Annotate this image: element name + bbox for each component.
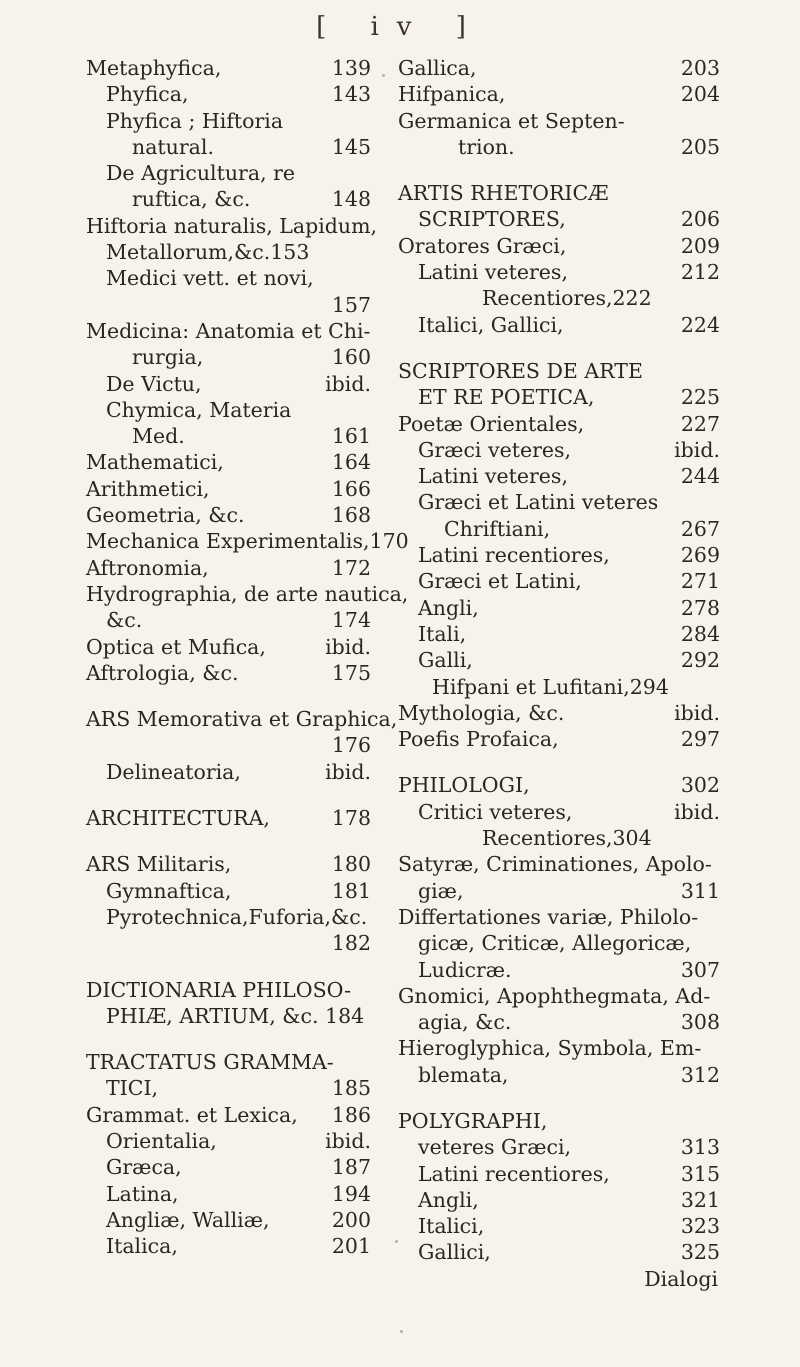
entry-page-number: 204	[680, 82, 720, 107]
entry-page-number: 278	[680, 595, 720, 620]
index-entry	[398, 957, 720, 983]
index-entry	[86, 977, 371, 1003]
entry-page-number: 269	[680, 543, 720, 568]
index-entry	[398, 726, 720, 752]
entry-page-number: 315	[680, 1161, 720, 1186]
entry-label: blemata,	[418, 1062, 509, 1087]
entry-page-number: 200	[331, 1207, 371, 1232]
entry-label: Hieroglyphica, Symbola, Em-	[398, 1036, 702, 1061]
index-entry	[86, 423, 371, 449]
entry-label: Phyfica,	[106, 82, 189, 107]
entry-page-number: ibid.	[325, 371, 371, 396]
index-entry	[398, 1108, 720, 1134]
index-entry	[86, 1207, 371, 1233]
entry-label: POLYGRAPHI,	[398, 1108, 548, 1133]
index-entry	[86, 1102, 371, 1128]
entry-label: Pyrotechnica,Fuforia,&c.	[106, 904, 368, 929]
entry-label: Gnomici, Apophthegmata, Ad-	[398, 983, 711, 1008]
index-entry	[86, 55, 371, 81]
index-entry	[86, 930, 371, 956]
entry-label: Optica et Mufica,	[86, 634, 266, 659]
entry-label: Græci et Latini,	[418, 569, 582, 594]
index-entry	[398, 489, 720, 515]
entry-label: agia, &c.	[418, 1010, 512, 1035]
entry-page-number: 224	[680, 312, 720, 337]
entry-page-number: 145	[331, 134, 371, 159]
page-header: [ iv ]	[316, 12, 484, 42]
entry-page-number: 139	[331, 56, 371, 80]
index-entry	[86, 1049, 371, 1075]
entry-label: Italici, Gallici,	[418, 312, 564, 337]
left-column	[86, 55, 409, 1259]
entry-label: Græci et Latini veteres	[418, 490, 659, 515]
entry-page-number: 148	[331, 187, 371, 212]
paper-speck	[400, 1330, 403, 1333]
entry-label: Medici vett. et novi,	[106, 266, 314, 291]
index-entry	[398, 384, 720, 410]
index-entry	[398, 81, 720, 107]
entry-label: Latini recentiores,	[418, 1161, 610, 1186]
entry-label: Galli,	[418, 648, 473, 673]
paper-speck	[382, 74, 385, 77]
entry-label: Phyfica ; Hiftoria	[106, 108, 284, 133]
entry-page-number: 209	[680, 233, 720, 258]
entry-label: rurgia,	[132, 345, 204, 370]
entry-label: Med.	[132, 424, 185, 449]
index-entry	[398, 411, 720, 437]
entry-page-number: 225	[680, 385, 720, 410]
entry-label: Hydrographia, de arte nautica,	[86, 581, 409, 606]
index-entry	[398, 516, 720, 542]
entry-label: Hifpani et Lufitani,294	[432, 674, 669, 699]
entry-label: Italica,	[106, 1234, 178, 1259]
entry-label: Angliæ, Walliæ,	[106, 1207, 270, 1232]
entry-page-number: 143	[331, 82, 371, 107]
index-entry	[86, 634, 371, 660]
entry-page-number: 313	[680, 1135, 720, 1160]
entry-label: Oratores Græci,	[398, 233, 567, 258]
catchword: Dialogi	[644, 1266, 718, 1291]
index-entry	[86, 186, 371, 212]
index-entry	[398, 595, 720, 621]
section-gap	[86, 831, 371, 851]
index-entry	[86, 108, 371, 134]
entry-label: Latini veteres,	[418, 464, 568, 489]
index-entry	[398, 930, 720, 956]
entry-label: De Victu,	[106, 371, 202, 396]
entry-label: Germanica et Septen-	[398, 108, 625, 133]
entry-page-number: 308	[680, 1010, 720, 1035]
index-entry	[398, 180, 720, 206]
index-entry	[86, 1181, 371, 1207]
entry-label: DICTIONARIA PHILOSO-	[86, 977, 352, 1002]
entry-page-number: 311	[680, 878, 720, 903]
index-entry	[398, 772, 720, 798]
entry-page-number: 244	[680, 464, 720, 489]
index-entry	[86, 265, 371, 291]
entry-label: Metallorum,&c.153	[106, 240, 310, 265]
index-entry	[398, 285, 720, 311]
paper-speck	[395, 1240, 398, 1243]
entry-label: Latini recentiores,	[418, 543, 610, 568]
entry-page-number: 157	[331, 292, 371, 317]
entry-page-number: 194	[331, 1181, 371, 1206]
entry-label: Itali,	[418, 621, 467, 646]
index-entry	[86, 502, 371, 528]
index-entry	[398, 1009, 720, 1035]
index-entry	[86, 706, 398, 732]
entry-page-number: ibid.	[325, 759, 371, 784]
entry-label: ARS Militaris,	[86, 852, 232, 877]
entry-page-number: 172	[331, 555, 371, 580]
entry-label: Latini veteres,	[418, 260, 568, 285]
entry-page-number: 166	[331, 476, 371, 501]
entry-label: Gallici,	[418, 1240, 491, 1265]
index-entry	[86, 528, 409, 554]
index-entry	[398, 134, 720, 160]
index-entry	[86, 160, 371, 186]
index-entry	[398, 312, 720, 338]
entry-label: trion.	[458, 134, 515, 159]
entry-label: Angli,	[418, 595, 479, 620]
index-entry	[398, 206, 720, 232]
index-entry	[86, 397, 371, 423]
entry-page-number: 321	[680, 1187, 720, 1212]
entry-label: ARS Memorativa et Graphica,	[86, 707, 398, 732]
entry-label: Mechanica Experimentalis,170	[86, 529, 409, 554]
entry-label: Recentiores,304	[482, 826, 652, 851]
index-entry	[398, 983, 720, 1009]
index-entry	[86, 134, 371, 160]
entry-page-number: 227	[680, 411, 720, 436]
entry-label: Angli,	[418, 1187, 479, 1212]
section-gap	[86, 1029, 371, 1049]
index-entry	[398, 358, 720, 384]
index-entry	[398, 674, 720, 700]
index-entry	[398, 108, 720, 134]
index-entry	[86, 805, 371, 831]
entry-page-number: ibid.	[674, 437, 720, 462]
entry-label: gicæ, Criticæ, Allegoricæ,	[418, 931, 692, 956]
entry-page-number: 284	[680, 621, 720, 646]
index-entry	[398, 568, 720, 594]
right-column	[398, 55, 720, 1292]
index-entry	[86, 581, 409, 607]
entry-page-number: 206	[680, 207, 720, 232]
entry-page-number: 175	[331, 660, 371, 685]
entry-page-number: 181	[331, 878, 371, 903]
index-entry	[86, 555, 371, 581]
entry-page-number: 205	[680, 134, 720, 159]
index-entry	[398, 233, 720, 259]
section-gap	[86, 686, 371, 706]
section-gap	[86, 785, 371, 805]
index-entry	[398, 851, 720, 877]
entry-label: De Agricultura, re	[106, 161, 296, 186]
index-entry	[86, 660, 371, 686]
entry-label: Delineatoria,	[106, 759, 241, 784]
entry-label: Italici,	[418, 1214, 485, 1239]
entry-label: Hiftoria naturalis, Lapidum,	[86, 213, 378, 238]
index-entry	[398, 1161, 720, 1187]
entry-label: Differtationes variæ, Philolo-	[398, 904, 699, 929]
entry-page-number: ibid.	[325, 1128, 371, 1153]
entry-page-number: 201	[331, 1234, 371, 1259]
entry-page-number: 187	[331, 1155, 371, 1180]
entry-label: Grammat. et Lexica,	[86, 1102, 298, 1127]
index-entry	[86, 292, 371, 318]
section-gap	[398, 338, 720, 358]
entry-page-number: 212	[680, 260, 720, 285]
entry-page-number: 312	[680, 1062, 720, 1087]
index-entry	[398, 1035, 720, 1061]
entry-label: ARTIS RHETORICÆ	[398, 181, 609, 206]
entry-page-number: 160	[331, 345, 371, 370]
index-entry	[398, 1187, 720, 1213]
index-entry	[86, 239, 371, 265]
entry-page-number: 307	[680, 957, 720, 982]
index-entry	[398, 700, 720, 726]
entry-page-number: 203	[680, 56, 720, 80]
index-entry	[398, 1062, 720, 1088]
entry-label: Geometria, &c.	[86, 503, 245, 528]
index-entry	[398, 542, 720, 568]
entry-label: SCRIPTORES DE ARTE	[398, 358, 643, 383]
entry-label: ET RE POETICA,	[418, 385, 595, 410]
entry-label: &c.	[106, 608, 143, 633]
index-entry	[86, 1154, 371, 1180]
entry-label: Critici veteres,	[418, 799, 573, 824]
entry-page-number: 185	[331, 1076, 371, 1101]
entry-page-number: 186	[331, 1102, 371, 1127]
section-gap	[398, 1088, 720, 1108]
index-entry	[398, 878, 720, 904]
index-entry	[86, 449, 371, 475]
entry-label: Orientalia,	[106, 1128, 217, 1153]
entry-page-number: ibid.	[325, 634, 371, 659]
entry-page-number: 302	[680, 773, 720, 798]
index-entry	[86, 851, 371, 877]
entry-label: ARCHITECTURA,	[86, 806, 270, 831]
entry-label: Arithmetici,	[86, 476, 210, 501]
index-entry	[398, 647, 720, 673]
index-entry	[398, 825, 720, 851]
index-entry	[86, 81, 371, 107]
index-entry	[86, 904, 371, 930]
entry-label: TRACTATUS GRAMMA-	[86, 1050, 334, 1075]
entry-page-number: 168	[331, 503, 371, 528]
entry-label: ruftica, &c.	[132, 187, 251, 212]
index-entry	[86, 607, 371, 633]
index-entry	[398, 621, 720, 647]
entry-label: giæ,	[418, 878, 464, 903]
index-entry	[398, 437, 720, 463]
entry-label: SCRIPTORES,	[418, 207, 566, 232]
entry-label: Ludicræ.	[418, 957, 512, 982]
index-entry	[398, 799, 720, 825]
entry-label: Gallica,	[398, 56, 477, 80]
entry-label: Recentiores,222	[482, 286, 652, 311]
index-entry	[86, 318, 371, 344]
entry-label: Græci veteres,	[418, 437, 572, 462]
entry-page-number: 297	[680, 727, 720, 752]
index-entry	[86, 878, 371, 904]
index-entry	[86, 344, 371, 370]
entry-page-number: 174	[331, 608, 371, 633]
index-entry	[86, 1003, 371, 1029]
index-entry	[398, 259, 720, 285]
entry-page-number: 180	[331, 852, 371, 877]
section-gap	[398, 160, 720, 180]
entry-page-number: 292	[680, 648, 720, 673]
entry-page-number: 182	[331, 931, 371, 956]
index-entry	[86, 213, 378, 239]
index-entry	[86, 1128, 371, 1154]
index-entry	[398, 1239, 720, 1265]
entry-label: Poefis Profaica,	[398, 727, 559, 752]
index-entry	[398, 1213, 720, 1239]
entry-page-number: ibid.	[674, 799, 720, 824]
entry-page-number: 176	[331, 733, 371, 758]
entry-page-number: 267	[680, 516, 720, 541]
index-entry	[86, 371, 371, 397]
section-gap	[398, 752, 720, 772]
entry-label: Poetæ Orientales,	[398, 411, 585, 436]
entry-label: veteres Græci,	[418, 1135, 572, 1160]
entry-label: Aftronomia,	[86, 555, 209, 580]
entry-label: Chriftiani,	[444, 516, 551, 541]
entry-page-number: 164	[331, 450, 371, 475]
index-entry	[86, 1233, 371, 1259]
entry-label: Latina,	[106, 1181, 179, 1206]
index-entry	[398, 463, 720, 489]
entry-label: Græca,	[106, 1155, 182, 1180]
entry-page-number: 161	[331, 424, 371, 449]
entry-label: Gymnaftica,	[106, 878, 232, 903]
entry-label: natural.	[132, 134, 214, 159]
entry-page-number: ibid.	[674, 700, 720, 725]
index-entry	[398, 55, 720, 81]
entry-label: Mathematici,	[86, 450, 224, 475]
entry-label: Hifpanica,	[398, 82, 506, 107]
index-entry	[398, 1134, 720, 1160]
entry-label: Medicina: Anatomia et Chi-	[86, 318, 371, 343]
entry-label: Metaphyfica,	[86, 56, 222, 80]
entry-label: PHIÆ, ARTIUM, &c. 184	[106, 1003, 365, 1028]
entry-page-number: 271	[680, 569, 720, 594]
entry-page-number: 178	[331, 806, 371, 831]
entry-page-number: 325	[680, 1240, 720, 1265]
entry-label: Aftrologia, &c.	[86, 660, 239, 685]
index-entry	[86, 476, 371, 502]
entry-label: Satyræ, Criminationes, Apolo-	[398, 852, 712, 877]
index-entry	[398, 904, 720, 930]
entry-label: Chymica, Materia	[106, 397, 292, 422]
entry-page-number: 323	[680, 1214, 720, 1239]
entry-label: Mythologia, &c.	[398, 700, 565, 725]
entry-label: PHILOLOGI,	[398, 773, 530, 798]
index-entry	[86, 1075, 371, 1101]
index-entry	[86, 759, 371, 785]
index-entry	[86, 732, 371, 758]
section-gap	[86, 957, 371, 977]
entry-label: TICI,	[106, 1076, 159, 1101]
